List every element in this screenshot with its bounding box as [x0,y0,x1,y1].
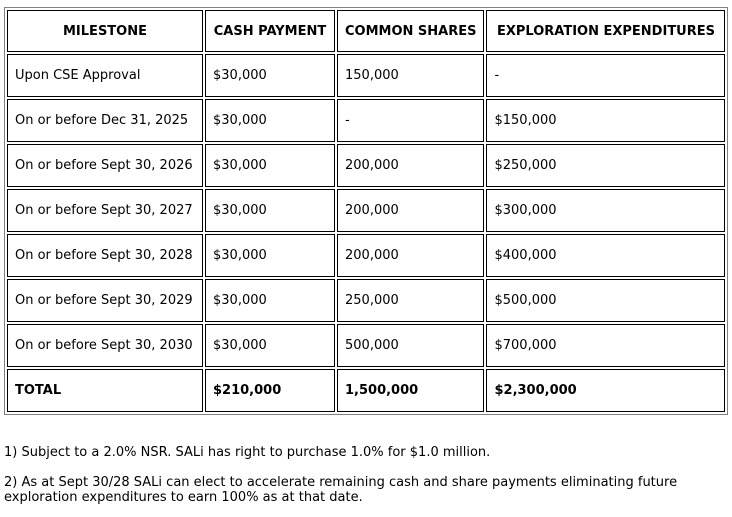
cash-payment-cell: $30,000 [205,234,335,277]
header-exploration-expenditures: EXPLORATION EXPENDITURES [486,10,725,52]
exploration-expenditures-cell: $700,000 [486,324,725,367]
cash-payment-cell: $30,000 [205,279,335,322]
milestone-cell: Upon CSE Approval [7,54,203,97]
exploration-expenditures-cell: $300,000 [486,189,725,232]
table-row [7,279,725,322]
table-row [7,54,725,97]
cash-payment-cell: $30,000 [205,324,335,367]
table-row [7,144,725,187]
exploration-expenditures-cell: $500,000 [486,279,725,322]
common-shares-cell: 150,000 [337,54,484,97]
footnote-2: 2) As at Sept 30/28 SALi can elect to accelerate remaining cash and share payments eliminating future exploration expenditures to earn 100% as at that date. [4,475,678,505]
cash-payment-cell: $30,000 [205,54,335,97]
common-shares-cell: - [337,99,484,142]
milestone-cell: On or before Sept 30, 2027 [7,189,203,232]
table-header-row [7,10,725,52]
table-row [7,234,725,277]
milestone-cell: On or before Sept 30, 2030 [7,324,203,367]
header-common-shares: COMMON SHARES [337,10,484,52]
exploration-expenditures-cell: $400,000 [486,234,725,277]
total-cash-payment: $210,000 [205,369,335,412]
milestone-cell: On or before Sept 30, 2028 [7,234,203,277]
common-shares-cell: 500,000 [337,324,484,367]
total-exploration-expenditures: $2,300,000 [486,369,725,412]
exploration-expenditures-cell: - [486,54,725,97]
common-shares-cell: 200,000 [337,189,484,232]
milestone-cell: On or before Sept 30, 2029 [7,279,203,322]
header-milestone: MILESTONE [7,10,203,52]
exploration-expenditures-cell: $150,000 [486,99,725,142]
common-shares-cell: 200,000 [337,234,484,277]
milestone-cell: On or before Dec 31, 2025 [7,99,203,142]
exploration-expenditures-cell: $250,000 [486,144,725,187]
cash-payment-cell: $30,000 [205,144,335,187]
milestone-cell: On or before Sept 30, 2026 [7,144,203,187]
table-row [7,99,725,142]
common-shares-cell: 200,000 [337,144,484,187]
common-shares-cell: 250,000 [337,279,484,322]
total-row [7,369,725,412]
total-common-shares: 1,500,000 [337,369,484,412]
header-cash-payment: CASH PAYMENT [205,10,335,52]
total-label: TOTAL [7,369,203,412]
milestone-schedule-table [4,7,728,415]
cash-payment-cell: $30,000 [205,99,335,142]
table-row [7,189,725,232]
cash-payment-cell: $30,000 [205,189,335,232]
footnote-1: 1) Subject to a 2.0% NSR. SALi has right to purchase 1.0% for $1.0 million. [4,445,491,460]
table-row [7,324,725,367]
footnotes [4,445,704,517]
